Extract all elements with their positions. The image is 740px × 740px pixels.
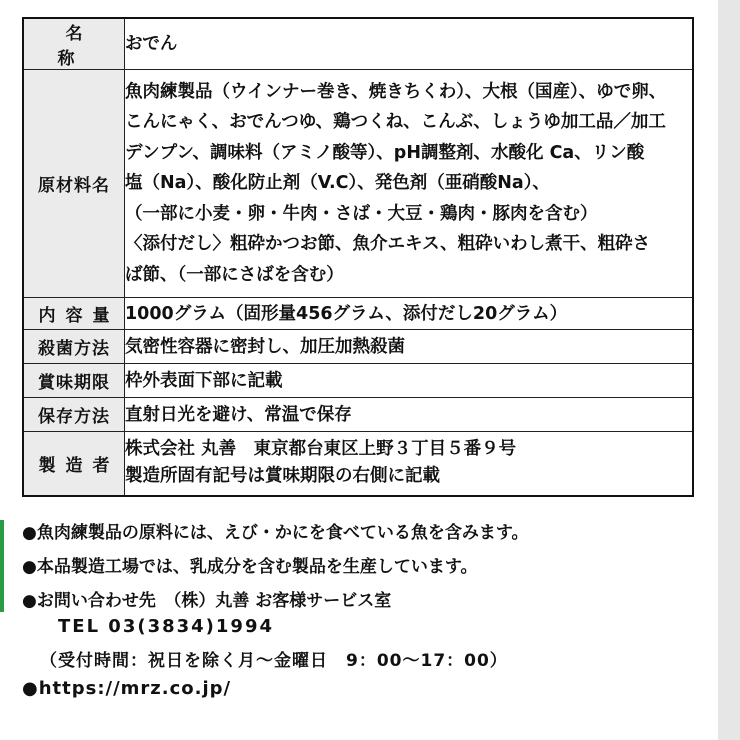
row-storage-value (125, 398, 694, 432)
product-label-table (22, 17, 694, 497)
row-ingredients (23, 70, 693, 298)
row-storage-key: 保存方法 (23, 398, 125, 432)
row-name-key: 名 称 (23, 18, 125, 70)
row-name (23, 18, 693, 70)
ingredients-line: こんにゃく、おでんつゆ、鶏つくね、こんぶ、しょうゆ加工品／加工 (125, 112, 666, 133)
contact-hours: （受付時間：祝日を除く月〜金曜日 9：00〜17：00） (40, 651, 508, 671)
row-manufacturer-value (125, 432, 694, 496)
row-name-value (125, 18, 694, 70)
row-manufacturer (23, 432, 693, 496)
contact-note: ●お問い合わせ先 （株）丸善 お客様サービス室 (22, 591, 392, 611)
website-link[interactable]: ●https://mrz.co.jp/ (22, 678, 232, 699)
ingredients-line: （一部に小麦・卵・牛肉・さば・大豆・鶏肉・豚肉を含む） (125, 203, 598, 224)
row-sterilization (23, 330, 693, 364)
row-content (23, 298, 693, 330)
storage-line: 直射日光を避け、常温で保存 (125, 404, 352, 425)
ingredients-line: デンプン、調味料（アミノ酸等）、pH調整剤、水酸化 Ca、リン酸 (125, 142, 645, 163)
row-sterilization-key: 殺菌方法 (23, 330, 125, 364)
row-best-before-key: 賞味期限 (23, 364, 125, 398)
ingredients-line: ば節、（一部にさばを含む） (125, 264, 344, 285)
row-ingredients-key: 原材料名 (23, 70, 125, 298)
row-content-value (125, 298, 694, 330)
ingredients-line: 魚肉練製品（ウインナー巻き、焼きちくわ）、大根（国産）、ゆで卵、 (125, 81, 667, 102)
ingredients-line: 〈添付だし〉粗砕かつお節、魚介エキス、粗砕いわし煮干、粗砕さ (125, 234, 651, 255)
manufacturer-line: 製造所固有記号は賞味期限の右側に記載 (125, 466, 440, 487)
ingredients-line: 塩（Na）、酸化防止剤（V.C）、発色剤（亜硝酸Na）、 (125, 173, 550, 194)
row-sterilization-value (125, 330, 694, 364)
sterilization-line: 気密性容器に密封し、加圧加熱殺菌 (125, 336, 405, 357)
content-line: 1000グラム（固形量456グラム、添付だし20グラム） (125, 303, 568, 324)
contact-phone: TEL 03(3834)1994 (58, 616, 275, 637)
right-margin-strip (718, 0, 740, 740)
left-green-edge (0, 520, 4, 612)
row-storage (23, 398, 693, 432)
allergen-note: ●魚肉練製品の原料には、えび・かにを食べている魚を含みます。 (22, 523, 529, 543)
row-content-key: 内容量 (23, 298, 125, 330)
factory-note: ●本品製造工場では、乳成分を含む製品を生産しています。 (22, 557, 478, 577)
manufacturer-line: 株式会社 丸善 東京都台東区上野３丁目５番９号 (125, 439, 517, 460)
row-manufacturer-key: 製造者 (23, 432, 125, 496)
row-best-before-value (125, 364, 694, 398)
row-ingredients-value (125, 70, 694, 298)
row-best-before (23, 364, 693, 398)
row-name-line: おでん (125, 34, 178, 54)
best-before-line: 枠外表面下部に記載 (125, 370, 283, 391)
